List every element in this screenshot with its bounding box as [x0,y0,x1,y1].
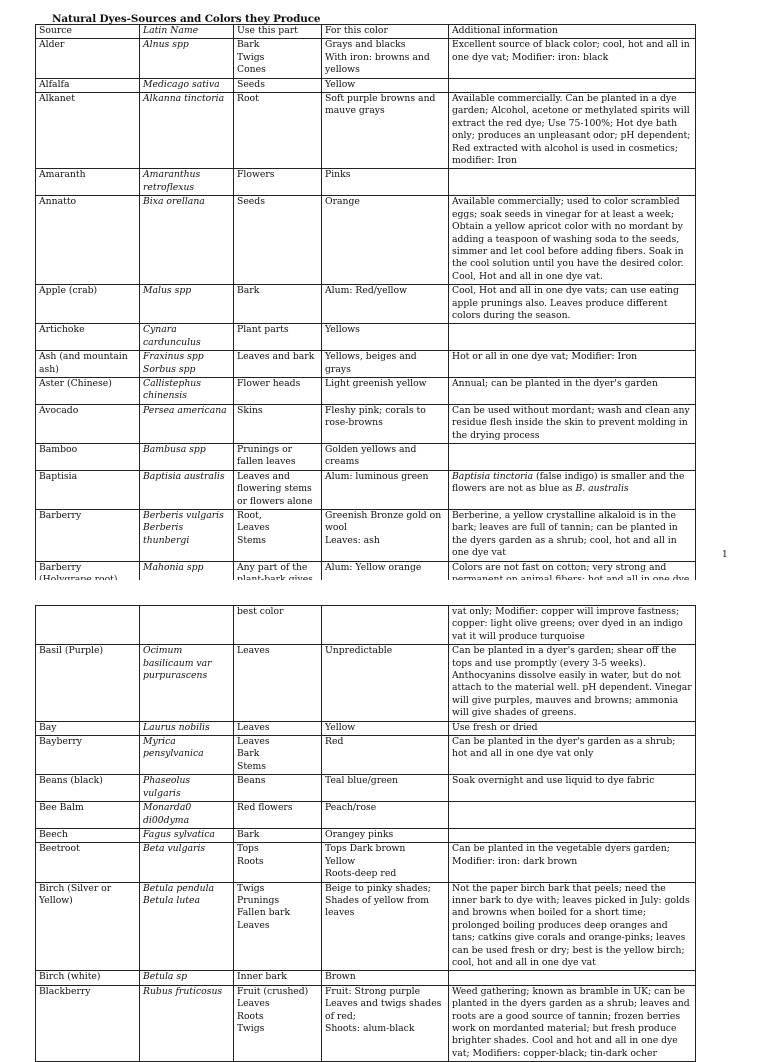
cell-color-line: Golden yellows and creams [325,444,417,468]
cell-part-line: Tops [237,843,259,855]
cell-source [36,721,140,735]
cell-latin-name-line: Bixa orellana [143,196,205,208]
table-row [36,93,696,169]
cell-part [234,39,322,78]
cell-info [449,78,696,92]
cell-color [322,93,449,169]
cell-part-line: Leaves and bark [237,351,315,363]
cell-info [449,828,696,842]
cell-info-line: Not the paper birch bark that peels; need the inner bark to dye with; leaves picked in July: golds and browns when boiled for a short time; prolonged boiling produces deep oranges and tans; catkins give corals and orange-pinks; leaves can be used fresh or dry; best is the yellow birch; cool, hot and all in one dye vat [452,882,690,968]
cell-info [449,510,696,562]
cell-info [449,882,696,971]
cell-color-line: Alum: luminous green [325,470,429,482]
cell-color-line: Leaves and twigs shades of red; [325,998,442,1022]
cell-source [36,78,140,92]
cell-source-line: Basil (Purple) [39,645,104,657]
cell-color-line: Grays and blacks [325,39,406,51]
cell-info [449,39,696,78]
cell-color [322,324,449,351]
cell-source-line: Beetroot [39,843,80,855]
cell-part [234,377,322,404]
document-title: Natural Dyes-Sources and Colors they Produce [52,13,321,25]
cell-source [36,971,140,985]
table-header-row [36,25,696,39]
cell-info [449,285,696,324]
cell-color-line: Orange [325,196,360,208]
cell-info [449,196,696,285]
cell-color-line: Red [325,736,344,748]
cell-part-line: Inner bark [237,971,287,983]
cell-latin-name-line: Fraxinus spp [143,351,204,363]
cell-source [36,645,140,721]
cell-part [234,324,322,351]
table-row [36,444,696,471]
cell-color-line: Fruit: Strong purple [325,985,421,997]
header-latin-name: Latin Name [140,25,234,39]
cell-latin-name [140,377,234,404]
cell-source-line: Bay [39,721,57,733]
cell-info-line: Use fresh or dried [452,721,538,733]
table-row [36,169,696,196]
cell-source-line: Bamboo [39,444,78,455]
cell-color [322,169,449,196]
cell-source-line: Baptisia [39,470,78,482]
cell-source-line: Avocado [39,404,79,416]
cell-color [322,470,449,509]
cell-part-line: Leaves and flowering stems or flowers alone [237,470,313,507]
cell-part [234,470,322,509]
cell-color [322,351,449,378]
cell-color-line: With iron: browns and yellows [325,51,430,76]
cell-latin-name [140,828,234,842]
cell-info [449,169,696,196]
cell-latin-name [140,78,234,92]
cell-part [234,721,322,735]
cell-color [322,843,449,882]
cell-info-line: Excellent source of black color; cool, hot and all in one dye vat; Modifier: iron: black [452,39,690,63]
cell-source [36,285,140,324]
cell-part-line: Leaves [237,998,270,1010]
cell-part [234,775,322,802]
cell-color-line: Brown [325,971,356,983]
cell-part-line: Leaves [237,919,270,931]
table-row [36,196,696,285]
cell-part-line: Flowers [237,169,275,181]
header-info: Additional information [449,25,696,39]
cell-color-line: Yellow [325,855,356,867]
cell-latin-name [140,721,234,735]
cell-latin-name [140,736,234,775]
cell-color [322,828,449,842]
cell-source [36,169,140,196]
cell-source [36,843,140,882]
cell-part [234,444,322,471]
table-row [36,351,696,378]
table-row [36,843,696,882]
cell-part [234,802,322,829]
table-row [36,802,696,829]
cell-color [322,736,449,775]
cell-part [234,606,322,645]
cell-latin-name-line: Betula pendula [143,882,215,894]
cell-latin-name [140,606,234,645]
cell-part [234,169,322,196]
cell-source-line: Birch (Silver or Yellow) [39,882,112,906]
cell-part-line: Flower heads [237,377,301,389]
cell-latin-name-line: Phaseolus vulgaris [143,775,191,799]
cell-latin-name-line: Mahonia spp [143,561,204,573]
table-row [36,882,696,971]
cell-source [36,775,140,802]
cell-source [36,196,140,285]
cell-info [449,645,696,721]
cell-color-line: Tops Dark brown [325,843,406,855]
cell-part-line: Leaves [237,721,270,733]
cell-latin-name [140,971,234,985]
cell-info [449,93,696,169]
cell-color-line: Unpredictable [325,645,393,657]
cell-latin-name-line: Rubus fruticosus [143,985,223,997]
cell-latin-name [140,351,234,378]
cell-color-line: Fleshy pink; corals to rose-browns [325,404,426,429]
cell-color-line: Soft purple browns and mauve grays [325,93,436,117]
table-row [36,510,696,562]
cell-part [234,404,322,443]
cell-color [322,971,449,985]
cell-info-line: Can be planted in a dyer's garden; shear off the tops and use promptly (every 3-5 weeks). Anthocyanins dissolve easily in water, but do not attach to the material well. pH dependent. Vinegar will give purples, mauves and browns; ammonia will give shades of greens. [452,645,692,719]
table-row [36,606,696,645]
table-row [36,645,696,721]
cell-source [36,377,140,404]
cell-part-line: Prunings [237,894,280,906]
cell-part-line: Leaves [237,522,270,534]
cell-info-line: Annual; can be planted in the dyer's garden [452,377,658,389]
cell-color [322,444,449,471]
cell-info [449,802,696,829]
cell-source-line: Aster (Chinese) [39,377,112,389]
cell-latin-name-line: Amaranthus retroflexus [143,169,201,193]
cell-latin-name-line: Persea americana [143,404,227,416]
cell-color-line: Yellow [325,721,356,733]
cell-info-line: Hot or all in one dye vat; Modifier: Iron [452,351,638,363]
cell-part-line: best color [237,606,284,617]
cell-info-line: Available commercially; used to color scrambled eggs; soak seeds in vinegar for at least a week; Obtain a yellow apricot color with no mordant by adding a teaspoon of washing soda to the seeds, simmer and let cool before adding fibers. Soak in the cool solution until you have the desired color. Cool, Hot and all in one dye vat. [452,196,684,282]
cell-color [322,802,449,829]
cell-part-line: Bark [237,39,260,51]
cell-latin-name-line: Baptisia australis [143,470,225,482]
cell-source [36,470,140,509]
cell-part-line: Skins [237,404,263,416]
cell-part [234,843,322,882]
cell-source-line: Barberry [39,561,82,573]
cell-source-line: Alfalfa [39,78,70,90]
cell-source [36,324,140,351]
document-page-2 [0,580,768,1059]
cell-source-line: Alder [39,39,65,51]
table-row [36,736,696,775]
cell-info [449,843,696,882]
cell-part-line: Beans [237,775,266,787]
cell-info-line: Can be planted in the dyer's garden as a shrub; hot and all in one dye vat only [452,736,676,760]
cell-color [322,775,449,802]
cell-part-line: Roots [237,1010,264,1022]
header-source: Source [36,25,140,39]
table-row [36,78,696,92]
cell-part [234,285,322,324]
cell-info-italic: B. australis [575,483,629,495]
cell-info-line: Cool, Hot and all in one dye vats; can use eating apple prunings also. Leaves produce different colors during the season. [452,285,679,321]
cell-latin-name-line: Sorbus spp [143,363,196,375]
cell-part-line: Seeds [237,78,265,90]
cell-source-line: Barberry [39,510,82,522]
cell-color [322,606,449,645]
table-row [36,39,696,78]
cell-part-line: Stems [237,534,267,546]
cell-latin-name [140,404,234,443]
cell-part-line: Bark [237,748,260,760]
cell-latin-name-line: Myrica pensylvanica [143,736,204,760]
table-row [36,404,696,443]
table-row [36,377,696,404]
cell-part-line: Root, [237,510,262,522]
cell-part-line: Red flowers [237,802,293,814]
table-row [36,971,696,985]
cell-info [449,404,696,443]
cell-info-line: Weed gathering; known as bramble in UK; can be planted in the dyers garden as a shrub; leaves and roots are a good source of tannin; frozen berries work on mordanted material; but fresh produce brighter shades. Cool and hot and all in one dye vat; Modifiers: copper-black; tin-dark ocher [452,985,690,1059]
cell-info [449,721,696,735]
cell-part [234,971,322,985]
cell-source-line: Apple (crab) [39,285,98,297]
cell-part [234,510,322,562]
cell-source [36,828,140,842]
cell-color-line: Alum: Yellow orange [325,561,422,573]
cell-part-line: Fallen bark [237,907,291,919]
table-row [36,721,696,735]
cell-color-line: Pinks [325,169,351,181]
cell-latin-name-line: Bambusa spp [143,444,206,455]
cell-latin-name-line: Alkanna tinctoria [143,93,225,105]
cell-source [36,736,140,775]
cell-source-line: Annatto [39,196,77,208]
cell-source-line: Bayberry [39,736,83,748]
cell-color [322,882,449,971]
cell-info [449,377,696,404]
cell-source-line: Bee Balm [39,802,84,814]
cell-color [322,285,449,324]
cell-info [449,736,696,775]
cell-info [449,606,696,645]
cell-source-line: Artichoke [39,324,85,336]
table-row [36,285,696,324]
cell-part [234,351,322,378]
cell-color [322,721,449,735]
cell-latin-name [140,843,234,882]
cell-source-line: Ash (and mountain ash) [39,351,128,375]
cell-color-line: Shoots: alum-black [325,1023,415,1034]
cell-info [449,351,696,378]
cell-color [322,39,449,78]
cell-color-line: Roots-deep red [325,868,397,880]
cell-source-line: Beech [39,828,68,840]
cell-info-line: Colors are not fast on cotton; very strong and [452,561,667,573]
cell-part-line: Root [237,93,259,105]
cell-latin-name [140,285,234,324]
dye-table-continued [35,605,696,1062]
cell-color [322,78,449,92]
cell-info [449,470,696,509]
cell-color [322,645,449,721]
cell-source [36,444,140,471]
cell-latin-name [140,196,234,285]
cell-color-line: Alum: Red/yellow [325,285,408,297]
cell-part-line: Twigs [237,882,265,894]
cell-part-line: Leaves [237,736,270,748]
cell-color-line: Leaves: ash [325,534,380,546]
cell-source-line: Blackberry [39,985,91,997]
cell-part-line: Plant parts [237,324,289,336]
cell-latin-name-line: Malus spp [143,285,192,297]
header-part: Use this part [234,25,322,39]
cell-part-line: Bark [237,828,260,840]
cell-part-line: Cones [237,64,266,76]
cell-latin-name [140,444,234,471]
cell-color-line: Yellows, beiges and grays [325,351,417,375]
cell-latin-name-line: Callistephus chinensis [143,377,201,402]
cell-latin-name-line: Monarda0 di00dyma [143,802,192,826]
cell-latin-name [140,510,234,562]
cell-part-line: Fruit (crushed) [237,985,309,997]
cell-source [36,404,140,443]
cell-source [36,351,140,378]
cell-latin-name [140,882,234,971]
cell-part-line: Any part of the [237,561,308,573]
cell-color [322,510,449,562]
cell-source-line: Beans (black) [39,775,103,787]
dye-table [35,24,696,588]
cell-part-line: Roots [237,855,264,867]
cell-part-line: Stems [237,760,267,772]
cell-info-text: (false indigo) is smaller and the flowers are not as blue as [452,470,685,495]
cell-latin-name-line: Beta vulgaris [143,843,206,855]
cell-part-line: Leaves [237,645,270,657]
cell-source [36,882,140,971]
cell-info-line: Soak overnight and use liquid to dye fabric [452,775,655,787]
cell-color-line: Peach/rose [325,802,377,814]
cell-latin-name [140,802,234,829]
cell-color [322,196,449,285]
cell-latin-name-line: Fagus sylvatica [143,828,215,840]
cell-part-line: Bark [237,285,260,297]
cell-color-line: Yellow [325,78,356,90]
cell-info-line: Can be used without mordant; wash and clean any residue flesh inside the skin to prevent molding in the drying process [452,404,690,441]
cell-part [234,78,322,92]
table-row [36,828,696,842]
cell-source-line: Amaranth [39,169,86,181]
cell-latin-name [140,39,234,78]
table-row [36,470,696,509]
cell-color [322,377,449,404]
cell-part [234,645,322,721]
cell-source [36,39,140,78]
cell-part [234,736,322,775]
cell-color-line: Beige to pinky shades; Shades of yellow from leaves [325,882,431,919]
cell-latin-name [140,775,234,802]
cell-source-line: Birch (white) [39,971,101,983]
cell-part [234,828,322,842]
cell-latin-name-line: Alnus spp [143,39,189,51]
cell-part [234,882,322,971]
cell-latin-name [140,169,234,196]
cell-latin-name [140,93,234,169]
cell-latin-name [140,324,234,351]
cell-info-line: Available commercially. Can be planted in a dye garden; Alcohol, acetone or methylated spirits will extract the red dye; Use 75-100%; Hot dye bath only; produces an unpleasant odor; pH dependent; Red extracted with alcohol is used in cosmetics; modifier: Iron [452,93,691,167]
cell-info-line: vat only; Modifier: copper will improve fastness; copper: light olive greens; over dyed in an indigo vat it will produce turquoise [452,606,683,642]
cell-color-line: Yellows [325,324,360,336]
cell-latin-name-line: Cynara cardunculus [143,324,201,348]
cell-info [449,444,696,471]
cell-latin-name-line: Medicago sativa [143,78,220,90]
cell-color-line: Teal blue/green [325,775,399,787]
cell-source [36,510,140,562]
cell-color [322,404,449,443]
cell-latin-name-line: Laurus nobilis [143,721,210,733]
cell-latin-name-line: Betula lutea [143,894,200,906]
cell-color-line: Greenish Bronze gold on wool [325,510,442,534]
cell-latin-name [140,470,234,509]
cell-part [234,196,322,285]
cell-part-line: Seeds [237,196,265,208]
cell-info-italic: Baptisia tinctoria [452,470,534,482]
page-number: 1 [722,550,728,560]
cell-latin-name-line: Berberis thunbergi [143,522,190,546]
cell-latin-name-line: Berberis vulgaris [143,510,224,522]
cell-source [36,93,140,169]
cell-info-line: Can be planted in the vegetable dyers garden; Modifier: iron: dark brown [452,843,670,867]
cell-part-line: Prunings or fallen leaves [237,444,296,468]
cell-info [449,971,696,985]
cell-part-line: Twigs [237,51,265,63]
table-row [36,324,696,351]
cell-info [449,324,696,351]
cell-info [449,775,696,802]
cell-latin-name-line: Betula sp [143,971,188,983]
cell-source-line: Alkanet [39,93,75,105]
cell-latin-name [140,645,234,721]
cell-part-line: Twigs [237,1023,265,1034]
cell-source [36,606,140,645]
header-color: For this color [322,25,449,39]
cell-info-line: Berberine, a yellow crystalline alkaloid is in the bark; leaves are full of tannin; can be planted in the dyers garden as a shrub; cool, hot and all in one dye vat [452,510,678,559]
cell-color-line: Light greenish yellow [325,377,427,389]
table-row [36,775,696,802]
cell-color-line: Orangey pinks [325,828,394,840]
cell-latin-name-line: Ocimum basilicaum var purpurascens [143,645,212,682]
cell-source [36,802,140,829]
cell-part [234,93,322,169]
